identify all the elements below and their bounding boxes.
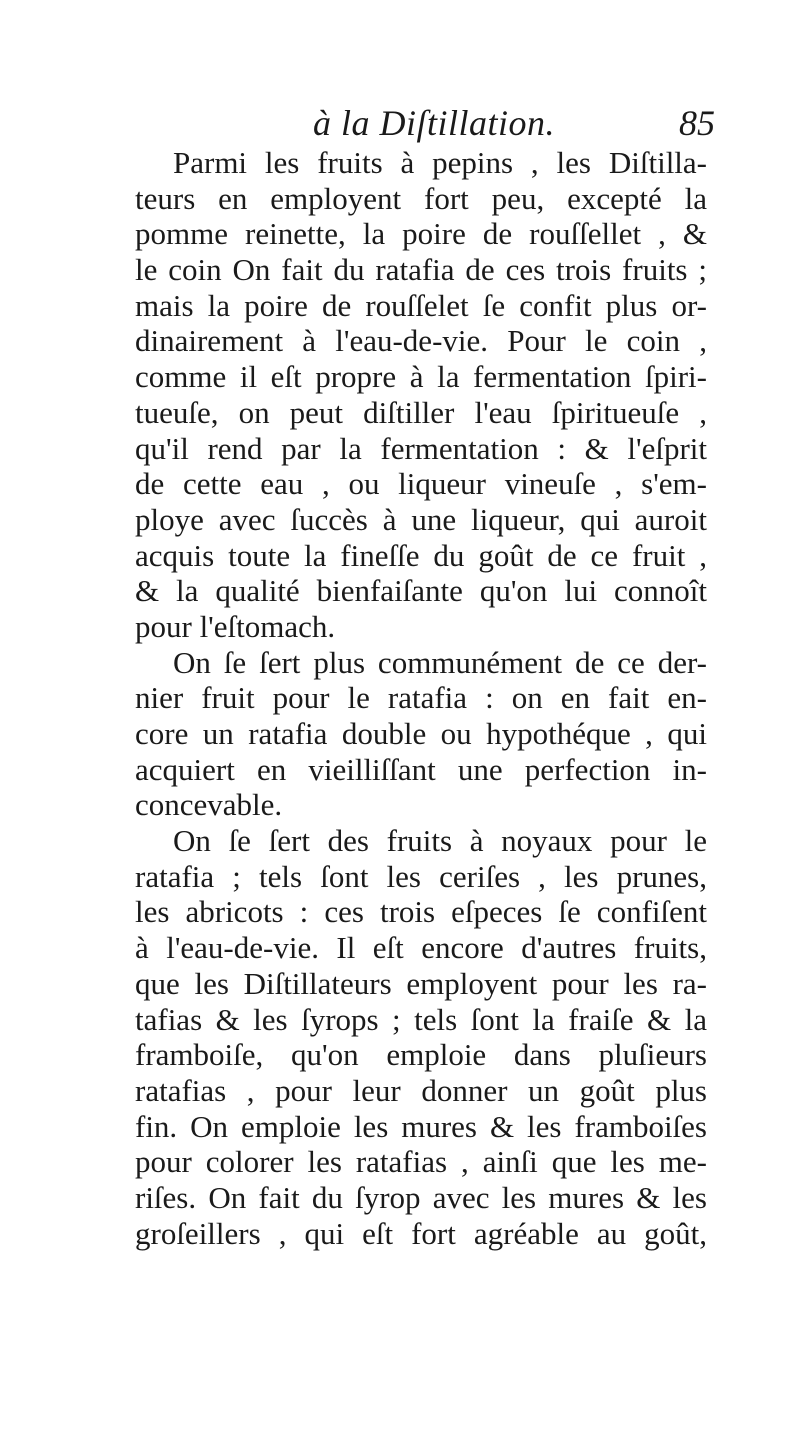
text-line: tafias & les ſyrops ; tels ſont la fraiſe & la — [135, 1001, 707, 1037]
text-line: On ſe ſert plus communément de ce der- — [173, 644, 707, 680]
page-number: 85 — [679, 103, 715, 143]
paragraph — [135, 145, 707, 645]
body-text — [135, 145, 707, 1251]
text-line: groſeillers , qui eſt fort agréable au goût, — [135, 1215, 707, 1251]
text-line: concevable. — [135, 787, 283, 823]
text-line: riſes. On fait du ſyrop avec les mures & les — [135, 1179, 707, 1215]
text-line: les abricots : ces trois eſpeces ſe confiſent — [135, 894, 707, 930]
text-line: On ſe ſert des fruits à noyaux pour le — [173, 823, 707, 859]
text-line: mais la poire de rouſſelet ſe confit plus or- — [135, 287, 707, 323]
text-line: que les Diſtillateurs employent pour les ra- — [135, 965, 707, 1001]
text-line: acquiert en vieilliſſant une perfection in- — [135, 751, 707, 787]
text-line: pour l'eſtomach. — [135, 608, 336, 644]
running-head — [135, 102, 715, 146]
text-line: framboiſe, qu'on emploie dans pluſieurs — [135, 1037, 707, 1073]
text-line: ratafias , pour leur donner un goût plus — [135, 1072, 707, 1108]
text-line: de cette eau , ou liqueur vineuſe , s'em- — [135, 466, 707, 502]
text-line: Parmi les fruits à pepins , les Diſtilla- — [173, 145, 707, 180]
text-line: fin. On emploie les mures & les framboiſes — [135, 1108, 707, 1144]
text-line: acquis toute la fineſſe du goût de ce fruit , — [135, 537, 707, 573]
running-title: à la Diſtillation. — [313, 103, 556, 143]
paragraph — [135, 823, 707, 1251]
text-line: qu'il rend par la fermentation : & l'eſprit — [135, 430, 707, 466]
text-line: ploye avec ſuccès à une liqueur, qui auroit — [135, 501, 707, 537]
text-line: pomme reinette, la poire de rouſſellet , & — [135, 216, 707, 252]
text-line: tueuſe, on peut diſtiller l'eau ſpiritueuſe , — [135, 394, 707, 430]
text-line: & la qualité bienfaiſante qu'on lui connoît — [135, 573, 707, 609]
text-line: comme il eſt propre à la fermentation ſpiri- — [135, 359, 707, 395]
text-line: le coin On fait du ratafia de ces trois fruits ; — [135, 252, 707, 288]
paragraph — [135, 645, 707, 823]
text-line: ratafia ; tels ſont les ceriſes , les prunes, — [135, 858, 707, 894]
text-line: nier fruit pour le ratafia : on en fait en- — [135, 680, 707, 716]
text-line: core un ratafia double ou hypothéque , qui — [135, 716, 707, 751]
text-line: teurs en employent fort peu, excepté la — [135, 180, 707, 216]
text-line: à l'eau-de-vie. Il eſt encore d'autres fruits, — [135, 930, 707, 966]
text-line: dinairement à l'eau-de-vie. Pour le coin , — [135, 323, 707, 359]
text-line: pour colorer les ratafias , ainſi que les me- — [135, 1144, 707, 1180]
